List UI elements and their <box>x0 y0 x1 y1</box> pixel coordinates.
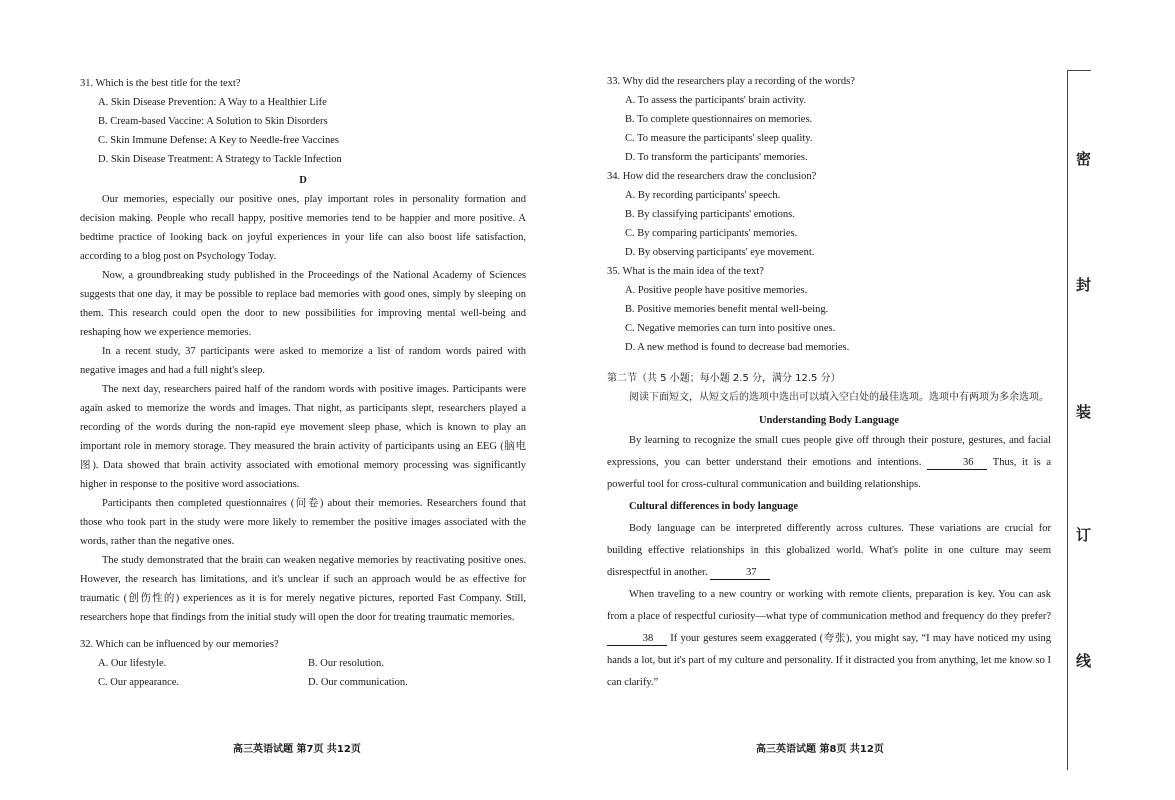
question-32 <box>80 635 526 692</box>
option-b: B. Our resolution. <box>308 658 384 669</box>
option-d: D. A new method is found to decrease bad memories. <box>625 342 850 353</box>
binding-char: 装 <box>1076 403 1092 421</box>
question-31 <box>80 74 526 169</box>
option-a: A. Positive people have positive memories. <box>625 285 808 296</box>
binding-line <box>1067 70 1068 770</box>
option-c: C. To measure the participants' sleep quality. <box>625 133 813 144</box>
paragraph-text: Body language can be interpreted differently across cultures. These variations are crucial for building effective relationships in this globalized world. What's polite in one culture may seem disrespectful in another. <box>607 523 1051 578</box>
binding-char: 封 <box>1076 276 1092 294</box>
passage-paragraph <box>607 518 1051 584</box>
option-c: C. Skin Immune Defense: A Key to Needle-free Vaccines <box>98 135 339 146</box>
question-stem: 31. Which is the best title for the text? <box>80 78 241 89</box>
option-b: B. Positive memories benefit mental well-being. <box>625 304 829 315</box>
passage-paragraph: The study demonstrated that the brain can weaken negative memories by reactivating positive ones. However, the research has limitations, and it's unclear if such an approach would be as effective for traumatic (创伤性的) experiences as it is for merely negative pictures, reported Fast Company. Still, researchers hope that findings from the initial study will open the door for treating traumatic memories. <box>80 555 526 623</box>
option-d: D. To transform the participants' memories. <box>625 152 808 163</box>
option-c: C. Our appearance. <box>98 677 180 688</box>
binding-char: 订 <box>1076 526 1092 544</box>
question-34 <box>607 167 1051 262</box>
option-d: D. Skin Disease Treatment: A Strategy to Tackle Infection <box>98 154 342 165</box>
passage-paragraph <box>607 430 1051 496</box>
question-33 <box>607 72 1051 167</box>
blank-36: 36 <box>927 456 987 470</box>
option-a: A. To assess the participants' brain activity. <box>625 95 807 106</box>
option-b: B. By classifying participants' emotions. <box>625 209 795 220</box>
page-footer: 高三英语试题 第8页 共12页 <box>756 744 884 755</box>
question-stem: 32. Which can be influenced by our memories? <box>80 639 279 650</box>
passage-paragraph: Participants then completed questionnaires (问卷) about their memories. Researchers found that those who took part in the study were more likely to remember the positive images associated with the words, rather than the negative ones. <box>80 498 526 547</box>
section-instructions: 阅读下面短文，从短文后的选项中选出可以填入空白处的最佳选项。选项中有两项为多余选项。 <box>629 392 1049 403</box>
passage-paragraph: The next day, researchers paired half of the random words with positive images. Participants were again asked to memorize the words and images. That night, as participants slept, researchers played a recording of the words during the non-rapid eye movement sleep phase, which is known to play an important role in memory storage. They measured the brain activity of participants using an EEG (脑电图). Data showed that brain activity associated with emotional memory processing was significantly higher in response to the positive word associations. <box>80 384 526 490</box>
option-a: A. By recording participants' speech. <box>625 190 781 201</box>
option-a: A. Our lifestyle. <box>98 658 167 669</box>
blank-37: 37 <box>710 566 770 580</box>
section-header: 第二节（共 5 小题；每小题 2.5 分，满分 12.5 分） <box>607 373 841 384</box>
binding-char: 密 <box>1076 150 1092 168</box>
question-stem: 35. What is the main idea of the text? <box>607 266 764 277</box>
passage-paragraph: Now, a groundbreaking study published in the Proceedings of the National Academy of Sciences suggests that one day, it may be possible to replace bad memories with good ones, simply by sleeping on them. This research could open the door to new possibilities for improving mental well-being and reshaping how we experience memories. <box>80 270 526 338</box>
paragraph-text: When traveling to a new country or working with remote clients, preparation is key. You can ask from a place of respectful curiosity—what type of communication method and frequency do they prefer? <box>607 589 1051 622</box>
option-d: D. By observing participants' eye movement. <box>625 247 815 258</box>
page-footer: 高三英语试题 第7页 共12页 <box>233 744 361 755</box>
blank-38: 38 <box>607 632 667 646</box>
passage-paragraph: Our memories, especially our positive ones, play important roles in personality formation and decision making. People who recall happy, positive memories tend to be happier and more positive. A bedtime practice of looking back on joyful experiences in your life can also boost life satisfaction, according to a blog post on Psychology Today. <box>80 194 526 262</box>
paragraph-text: Thus, it is a powerful tool for cross-cultural communication and building relationships. <box>607 457 1052 490</box>
passage-title: Understanding Body Language <box>758 415 900 426</box>
binding-char: 线 <box>1076 652 1092 670</box>
right-page <box>607 72 1051 694</box>
option-d: D. Our communication. <box>308 677 408 688</box>
option-b: B. Cream-based Vaccine: A Solution to Skin Disorders <box>98 116 328 127</box>
question-stem: 34. How did the researchers draw the conclusion? <box>607 171 817 182</box>
option-a: A. Skin Disease Prevention: A Way to a Healthier Life <box>98 97 327 108</box>
paragraph-text: By learning to recognize the small cues people give off through their posture, gestures, and facial expressions, you can better understand their emotions and intentions. <box>607 435 1051 468</box>
option-b: B. To complete questionnaires on memories. <box>625 114 813 125</box>
option-c: C. By comparing participants' memories. <box>625 228 798 239</box>
option-c: C. Negative memories can turn into positive ones. <box>625 323 836 334</box>
section-letter: D <box>299 175 307 186</box>
question-35 <box>607 262 1051 357</box>
question-stem: 33. Why did the researchers play a recording of the words? <box>607 76 855 87</box>
paragraph-text: If your gestures seem exaggerated (夸张), you might say, “I may have noticed my using hands a lot, but it's part of my culture and personality. If it distracted you from anything, let me know so I can clarify.” <box>607 633 1051 688</box>
passage-paragraph: In a recent study, 37 participants were asked to memorize a list of random words paired with negative images and had a full night's sleep. <box>80 346 526 376</box>
passage-paragraph <box>607 584 1051 694</box>
binding-line-top <box>1067 70 1091 71</box>
subheading: Cultural differences in body language <box>629 501 798 512</box>
left-page <box>80 74 526 692</box>
options-grid <box>80 654 526 692</box>
